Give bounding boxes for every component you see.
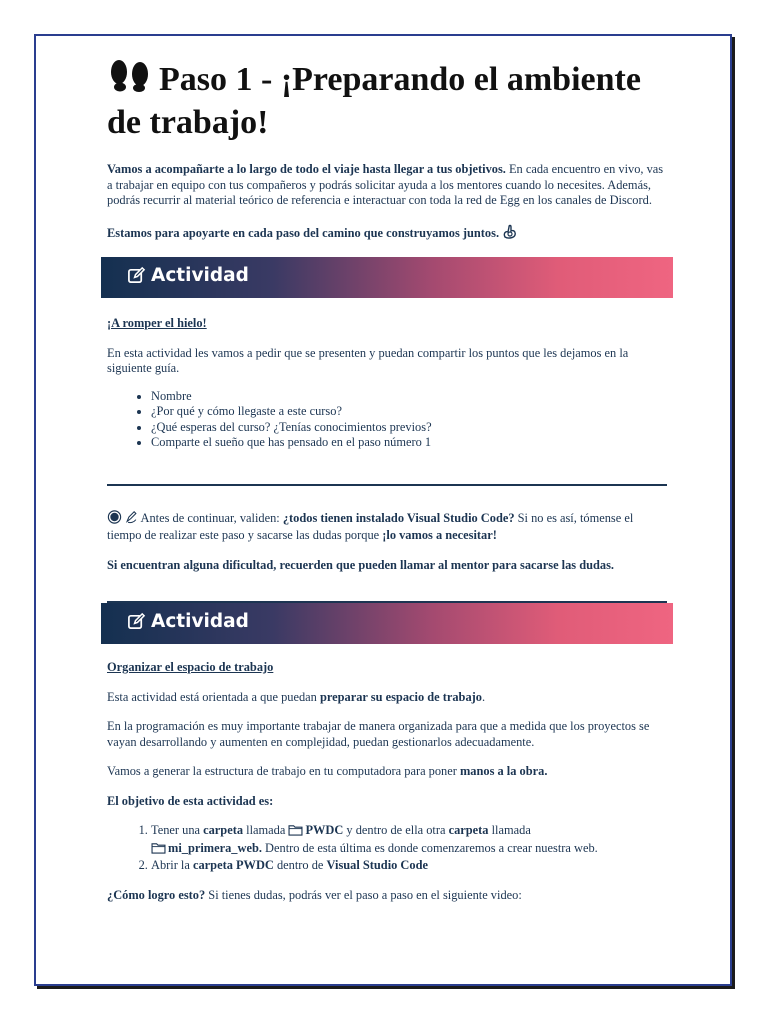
activity2-p1 (107, 690, 667, 706)
step1-text-3: y dentro de ella otra (343, 823, 449, 837)
edit-icon (127, 266, 146, 285)
document-content (107, 58, 667, 903)
closing-bold: ¿Cómo logro esto? (107, 887, 206, 902)
activity-banner-2 (101, 603, 673, 644)
support-text: Estamos para apoyarte en cada paso del camino que construyamos juntos. (107, 225, 500, 240)
step1-text-2: llamada (243, 823, 289, 837)
writing-hand-icon (125, 510, 138, 529)
list-item: • ¿Qué esperas del curso? ¿Tenías conocimientos previos? (151, 420, 667, 436)
banner-label: Actividad (151, 611, 249, 632)
page-title (107, 58, 667, 143)
note-text-pre: Antes de continuar, validen: (140, 510, 283, 525)
step1-bold-1: carpeta (203, 823, 244, 837)
step1-text-1: Tener una (151, 823, 204, 837)
step-item (151, 823, 667, 858)
list-item: • ¿Por qué y cómo llegaste a este curso? (151, 404, 667, 420)
mentor-help (107, 558, 667, 574)
step2-text-2: dentro de (273, 858, 327, 872)
closing-line (107, 888, 667, 904)
edit-icon (127, 612, 146, 631)
activity2-p2: En la programación es muy importante trabajar de manera organizada para que a medida que los proyectos se vayan desarrollando y aumenten en complejidad, puedan gestionarlos adecuadamente. (107, 719, 650, 749)
intro-bold: Vamos a acompañarte a lo largo de todo el viaje hasta llegar a tus objetivos. (107, 162, 506, 176)
record-button-icon (107, 510, 122, 529)
note-bold-1: ¿todos tienen instalado Visual Studio Code? (282, 510, 515, 525)
activity-banner-1 (101, 257, 673, 298)
note-bold-2: ¡lo vamos a necesitar! (382, 528, 497, 542)
activity2-p3-pre: Vamos a generar la estructura de trabajo en tu computadora para poner (107, 764, 460, 778)
folder-icon (151, 842, 166, 859)
steps-list (107, 823, 667, 874)
step2-bold-2: Visual Studio Code (326, 858, 428, 872)
list-item: • Comparte el sueño que has pensado en el paso número 1 (151, 435, 667, 451)
support-line (107, 223, 667, 244)
objective-text: El objetivo de esta actividad es: (107, 793, 274, 808)
step1-bold-3: carpeta (448, 823, 489, 837)
activity2-p3 (107, 764, 667, 780)
step1-bold-2: PWDC (305, 823, 344, 837)
activity2-p3-bold: manos a la obra. (459, 764, 548, 778)
vscode-note (107, 510, 667, 544)
step1-bold-4: mi_primera_web. (168, 840, 262, 855)
activity1-list (107, 389, 667, 451)
step2-text-1: Abrir la (151, 858, 193, 872)
activity2-title: Organizar el espacio de trabajo (107, 660, 274, 674)
activity2-p1-bold: preparar su espacio de trabajo (319, 689, 482, 704)
activity2-p1-post: . (481, 689, 486, 704)
intro-text: En cada encuentro en vivo, vas a trabajar en equipo con tus compañeros y podrás solicitar ayuda a los mentores cuando lo necesites. Además, podrás recurrir al material teórico de referencia e interactuar con toda la red de Egg en los canales de Discord. (107, 162, 664, 207)
closing-text: Si tienes dudas, podrás ver el paso a paso en el siguiente video: (205, 887, 522, 902)
title-line-2: de trabajo! (107, 104, 269, 141)
intro-paragraph (107, 162, 667, 209)
step1-text-5: Dentro de esta última es donde comenzaremos a crear nuestra web. (261, 840, 598, 855)
divider-1 (107, 484, 667, 486)
activity1-title: ¡A romper el hielo! (107, 316, 207, 330)
banner-label: Actividad (151, 265, 249, 286)
mentor-help-text: Si encuentran alguna dificultad, recuerden que pueden llamar al mentor para sacarse las dudas. (107, 557, 615, 572)
step2-bold-1: carpeta PWDC (192, 858, 274, 872)
step1-text-4: llamada (488, 823, 531, 837)
footprints-icon (107, 58, 153, 102)
hands-icon (502, 223, 518, 244)
note-text-mid: Si no es así, tómense el tiempo de realizar este paso y sacarse las dudas porque (107, 510, 634, 542)
list-item: • Nombre (151, 389, 667, 405)
folder-icon (288, 824, 303, 841)
title-line-1: Paso 1 - ¡Preparando el ambiente (159, 61, 641, 98)
activity2-p1-pre: Esta actividad está orientada a que puedan (107, 689, 320, 704)
activity1-text: En esta actividad les vamos a pedir que se presenten y puedan compartir los puntos que les dejamos en la siguiente guía. (107, 345, 629, 375)
step-item (151, 858, 667, 874)
objective-heading (107, 794, 667, 810)
